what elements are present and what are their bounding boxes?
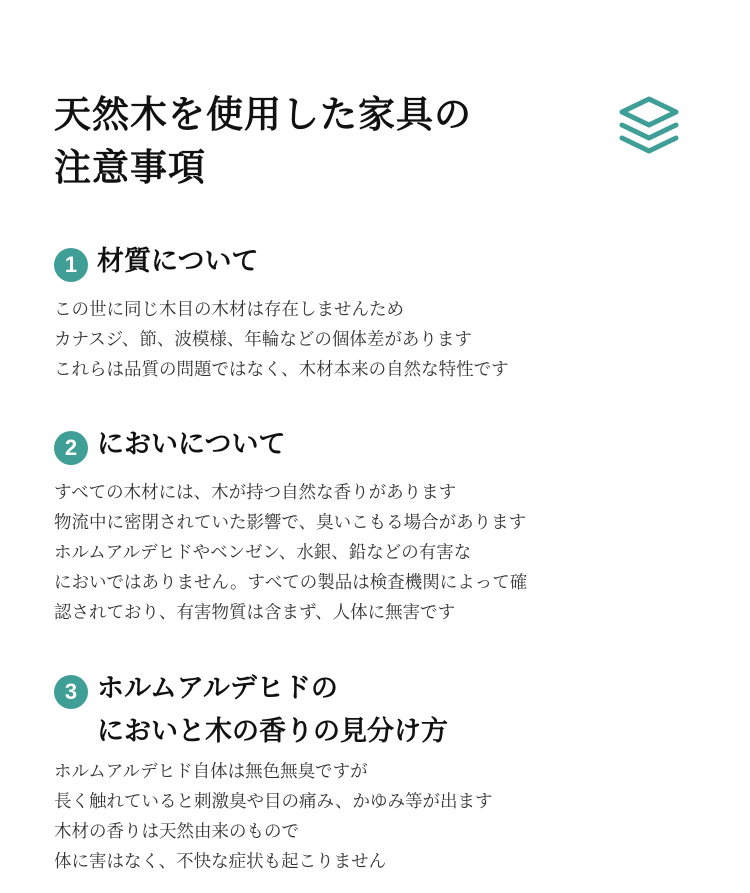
section-material: [54, 240, 714, 385]
section-title: [97, 667, 714, 753]
page-title-line-2: 注意事項: [54, 146, 206, 189]
section-number-badge: 3: [54, 675, 88, 709]
section-body: [54, 757, 714, 877]
section-smell: [54, 423, 714, 628]
body-line: 木材の香りは天然由来のもので: [54, 822, 299, 842]
section-title-line: 材質について: [97, 246, 259, 277]
layers-icon: [614, 94, 684, 164]
section-header: [54, 423, 714, 466]
section-title-line: においについて: [97, 429, 286, 460]
body-line: すべての木材には、木が持つ自然な香りがあります: [54, 483, 457, 503]
section-header: [54, 240, 714, 283]
section-title: [97, 240, 714, 283]
body-line: カナスジ、節、波模様、年輪などの個体差があります: [54, 330, 472, 350]
body-line: ホルムアルデヒドやベンゼン、水銀、鉛などの有害な: [54, 543, 472, 563]
body-line: 認されており、有害物質は含まず、人体に無害です: [54, 603, 456, 623]
section-number-badge: 1: [54, 248, 88, 282]
page-title: [54, 88, 472, 194]
section-title-line: においと木の香りの見分け方: [97, 716, 448, 747]
body-line: 物流中に密閉されていた影響で、臭いこもる場合があります: [54, 513, 527, 533]
body-line: この世に同じ木目の木材は存在しませんため: [54, 300, 404, 320]
body-line: これらは品質の問題ではなく、木材本来の自然な特性です: [54, 360, 509, 380]
section-number-badge: 2: [54, 431, 88, 465]
section-title-line: ホルムアルデヒドの: [97, 673, 338, 704]
body-line: 長く触れていると刺激臭や目の痛み、かゆみ等が出ます: [54, 792, 493, 812]
section-header: [54, 667, 714, 753]
body-line: 体に害はなく、不快な症状も起こりません: [54, 852, 387, 872]
body-line: ホルムアルデヒド自体は無色無臭ですが: [54, 762, 368, 782]
body-line: においではありません。すべての製品は検査機関によって確: [54, 573, 528, 593]
section-title: [97, 423, 714, 466]
page-title-line-1: 天然木を使用した家具の: [54, 93, 472, 136]
section-body: [54, 295, 714, 385]
section-distinguish: [54, 667, 714, 877]
section-body: [54, 478, 714, 628]
